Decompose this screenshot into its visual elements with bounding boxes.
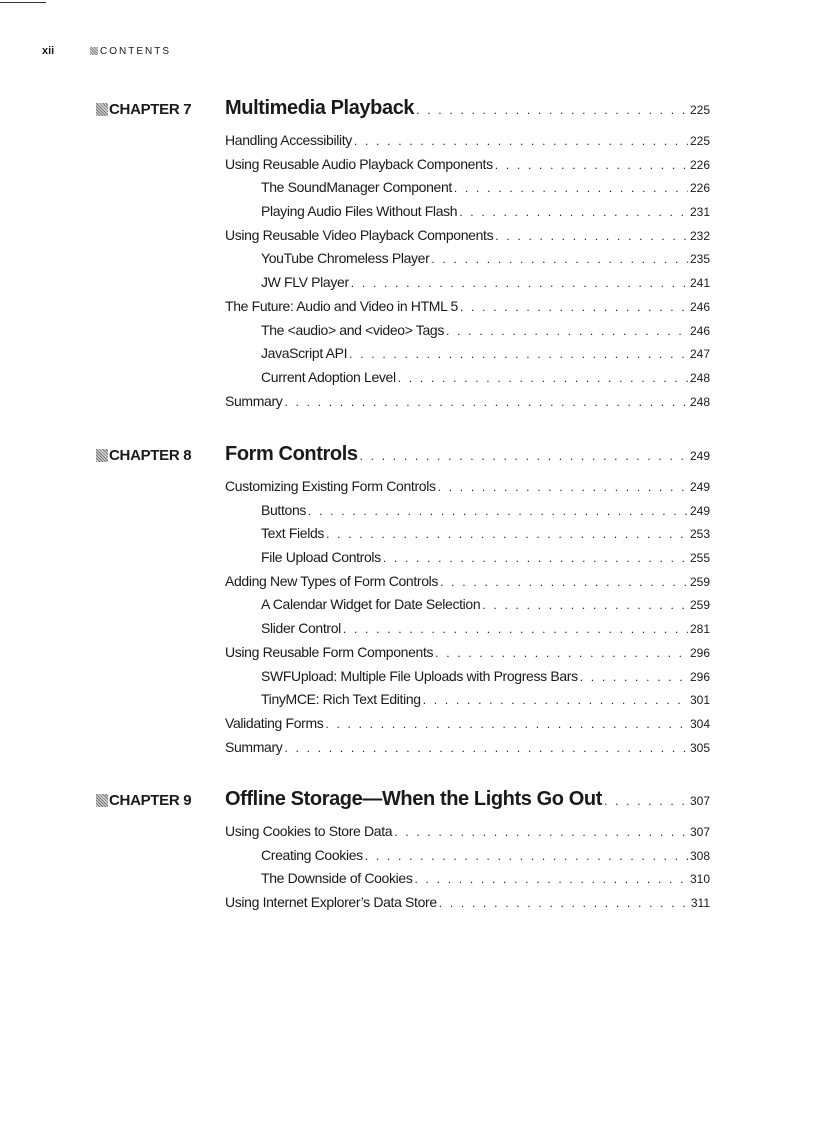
dot-leader [439, 896, 689, 910]
entry-page-number: 232 [689, 228, 710, 243]
entry-page-number: 255 [689, 551, 710, 566]
dot-leader [423, 693, 688, 707]
entry-page-number: 311 [690, 896, 710, 911]
dot-leader [354, 134, 688, 148]
chapter-block [0, 97, 816, 416]
entry-page-number: 307 [689, 825, 710, 839]
running-head-label: CONTENTS [100, 45, 171, 57]
chapter-block [0, 788, 816, 918]
dot-leader [431, 252, 688, 266]
entry-page-number: 246 [689, 323, 710, 338]
entry-page-number: 231 [689, 205, 710, 220]
toc-section-entry[interactable] [225, 298, 710, 322]
dot-leader [398, 371, 688, 385]
entry-page-number: 247 [689, 347, 710, 362]
toc-subsection-entry[interactable] [261, 549, 710, 573]
entry-title: Validating Forms [225, 714, 324, 731]
entry-page-number: 296 [689, 645, 710, 660]
entry-title: Summary [225, 738, 283, 755]
toc-section-entry[interactable] [225, 739, 710, 763]
entry-title: The SoundManager Component [261, 179, 452, 196]
page-folio: xii [42, 45, 55, 57]
entry-title: Creating Cookies [261, 846, 363, 863]
entry-page-number: 226 [689, 157, 710, 172]
toc-section-entry[interactable] [225, 823, 710, 847]
entry-title: A Calendar Widget for Date Selection [261, 596, 481, 613]
entry-title: Adding New Types of Form Controls [225, 572, 439, 589]
entry-page-number: 235 [689, 252, 710, 267]
entry-title: Buttons [261, 501, 307, 518]
toc-subsection-entry[interactable] [261, 322, 710, 346]
chapter-title-row[interactable] [225, 97, 710, 120]
entry-page-number: 225 [689, 134, 710, 148]
entry-title: YouTube Chromeless Player [261, 250, 430, 267]
entry-title: Using Internet Explorer’s Data Store [225, 894, 437, 911]
toc-subsection-entry[interactable] [261, 668, 710, 692]
top-rule [0, 2, 46, 3]
dot-leader [416, 103, 688, 117]
entry-page-number: 305 [689, 740, 710, 755]
chapter-heading [0, 788, 816, 814]
entry-title: Customizing Existing Form Controls [225, 478, 436, 494]
dot-leader [414, 872, 687, 886]
chapter-marker-icon [96, 794, 108, 807]
entry-title: SWFUpload: Multiple File Uploads with Progress Bars [261, 667, 578, 684]
dot-leader [438, 480, 688, 494]
entry-page-number: 246 [689, 299, 710, 314]
toc-subsection-entry[interactable] [261, 203, 710, 227]
chapter-label [96, 101, 191, 118]
dot-leader [435, 646, 688, 660]
dot-leader [325, 717, 688, 731]
toc-subsection-entry[interactable] [261, 847, 710, 871]
chapter-number: CHAPTER 7 [109, 101, 192, 118]
dot-leader [365, 849, 688, 863]
chapter-page-number: 249 [689, 449, 710, 463]
entry-title: The <audio> and <video> Tags [261, 321, 444, 338]
toc-subsection-entry[interactable] [261, 250, 710, 274]
dot-leader [326, 527, 688, 541]
toc-entry-list [0, 132, 816, 416]
entry-page-number: 281 [689, 622, 710, 637]
entry-page-number: 259 [689, 574, 710, 589]
chapter-title: Offline Storage—When the Lights Go Out [225, 788, 603, 810]
entry-title: The Downside of Cookies [261, 870, 413, 887]
dot-leader [604, 794, 688, 808]
dot-leader [308, 504, 688, 518]
toc-subsection-entry[interactable] [261, 525, 710, 549]
running-head [42, 44, 171, 58]
entry-page-number: 253 [689, 527, 710, 542]
dot-leader [360, 449, 688, 463]
dot-leader [440, 575, 688, 589]
toc-section-entry[interactable] [225, 132, 710, 156]
chapter-label [96, 447, 191, 464]
dot-leader [284, 741, 688, 755]
entry-title: File Upload Controls [261, 549, 381, 566]
toc-subsection-entry[interactable] [261, 691, 710, 715]
dot-leader [482, 598, 688, 612]
dot-leader [495, 229, 688, 243]
entry-page-number: 304 [689, 716, 710, 731]
dot-leader [460, 300, 688, 314]
entry-title: Using Reusable Audio Playback Components [225, 155, 493, 172]
chapter-heading [0, 443, 816, 469]
chapter-page-number: 225 [689, 103, 710, 117]
entry-title: JW FLV Player [261, 274, 349, 291]
entry-page-number: 296 [689, 669, 710, 684]
toc-subsection-entry[interactable] [261, 345, 710, 369]
toc-subsection-entry[interactable] [261, 274, 710, 298]
entry-page-number: 249 [689, 480, 710, 494]
entry-page-number: 226 [689, 181, 710, 196]
dot-leader [383, 551, 688, 565]
toc-entry-list [0, 478, 816, 762]
toc-subsection-entry[interactable] [261, 369, 710, 393]
chapter-title: Form Controls [225, 443, 358, 465]
dot-leader [495, 158, 688, 172]
entry-title: Slider Control [261, 620, 341, 637]
toc-section-entry[interactable] [225, 894, 710, 918]
chapter-title-row[interactable] [225, 788, 710, 811]
toc-section-entry[interactable] [225, 156, 710, 180]
chapter-block [0, 443, 816, 762]
toc-section-entry[interactable] [225, 478, 710, 502]
toc-section-entry[interactable] [225, 644, 710, 668]
chapter-heading [0, 97, 816, 123]
dot-leader [580, 670, 688, 684]
entry-title: Text Fields [261, 525, 325, 542]
toc-subsection-entry[interactable] [261, 870, 710, 894]
section-marker-icon [90, 47, 98, 55]
chapter-title-row[interactable] [225, 443, 710, 466]
toc-subsection-entry[interactable] [261, 620, 710, 644]
toc-subsection-entry[interactable] [261, 179, 710, 203]
chapter-marker-icon [96, 103, 108, 116]
toc-section-entry[interactable] [225, 393, 710, 417]
chapter-marker-icon [96, 449, 108, 462]
entry-title: Using Reusable Video Playback Components [225, 226, 494, 243]
dot-leader [284, 395, 688, 409]
entry-title: Current Adoption Level [261, 368, 396, 385]
entry-page-number: 241 [689, 276, 710, 291]
entry-title: Summary [225, 392, 283, 409]
entry-title: Handling Accessibility [225, 132, 352, 148]
dot-leader [343, 622, 688, 636]
dot-leader [459, 205, 688, 219]
dot-leader [454, 181, 688, 195]
dot-leader [446, 324, 688, 338]
entry-page-number: 248 [689, 370, 710, 385]
entry-page-number: 308 [689, 848, 710, 863]
chapter-number: CHAPTER 9 [109, 792, 192, 809]
entry-title: The Future: Audio and Video in HTML 5 [225, 297, 458, 314]
entry-page-number: 249 [689, 503, 710, 518]
toc-entry-list [0, 823, 816, 918]
dot-leader [351, 276, 688, 290]
entry-page-number: 310 [689, 872, 710, 887]
entry-title: Using Reusable Form Components [225, 643, 434, 660]
chapter-page-number: 307 [689, 794, 710, 808]
dot-leader [349, 347, 688, 361]
chapter-label [96, 792, 191, 809]
entry-title: Playing Audio Files Without Flash [261, 203, 458, 220]
chapter-number: CHAPTER 8 [109, 447, 192, 464]
entry-page-number: 259 [689, 598, 710, 613]
chapter-title: Multimedia Playback [225, 97, 415, 119]
toc-subsection-entry[interactable] [261, 502, 710, 526]
entry-title: Using Cookies to Store Data [225, 823, 393, 839]
toc-section-entry[interactable] [225, 715, 710, 739]
toc-section-entry[interactable] [225, 573, 710, 597]
entry-page-number: 301 [689, 693, 710, 708]
entry-title: JavaScript API [261, 345, 348, 362]
entry-page-number: 248 [689, 394, 710, 409]
toc-section-entry[interactable] [225, 227, 710, 251]
dot-leader [394, 825, 688, 839]
toc-subsection-entry[interactable] [261, 596, 710, 620]
entry-title: TinyMCE: Rich Text Editing [261, 691, 421, 708]
